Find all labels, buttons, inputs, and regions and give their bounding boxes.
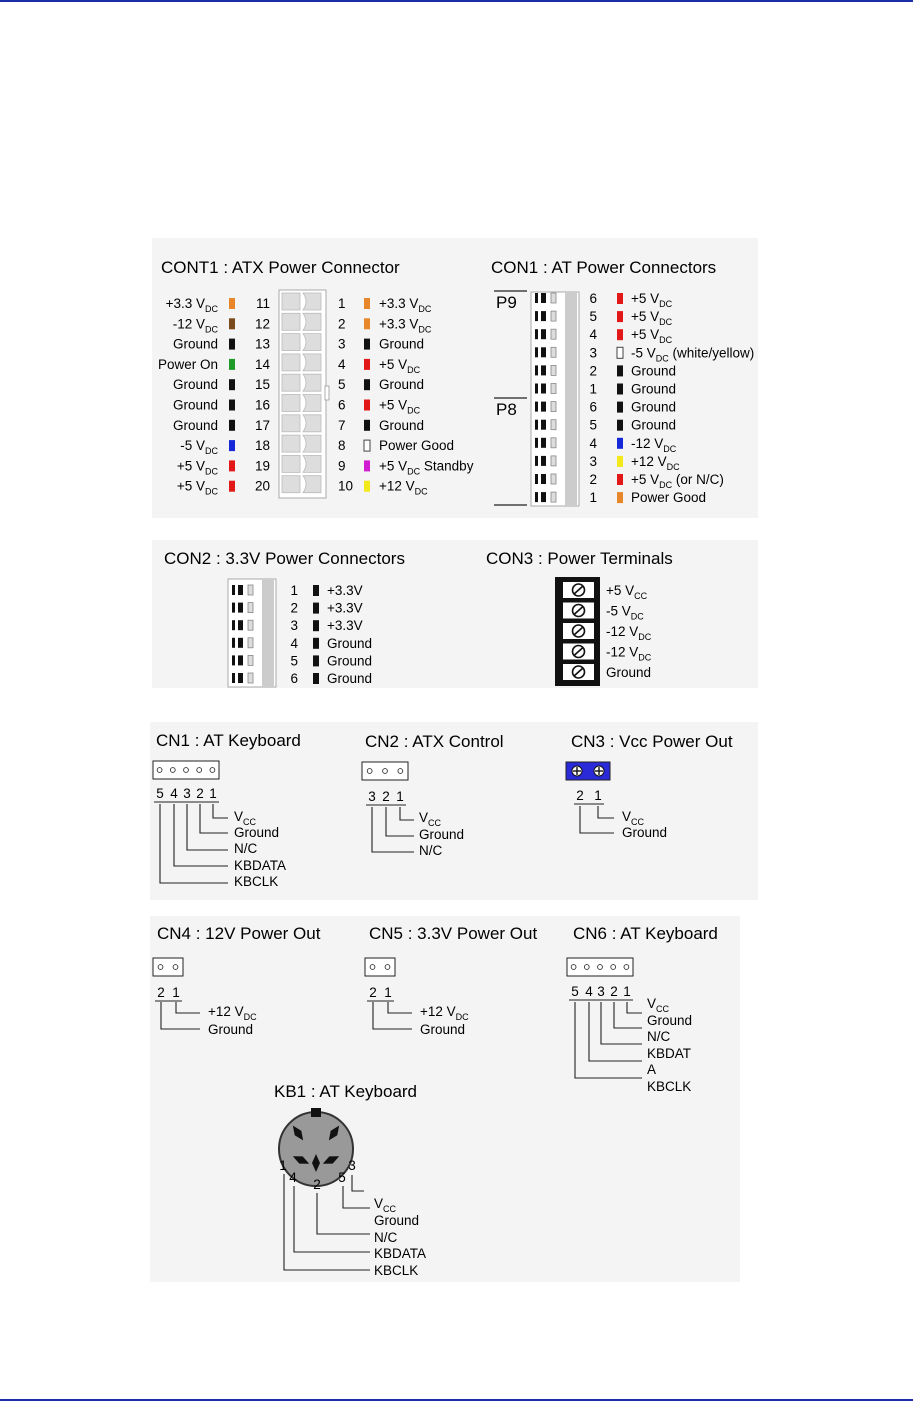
con2-pin-number: 6	[290, 671, 298, 686]
din-key	[311, 1108, 321, 1117]
cont1-right-pin: 8	[338, 438, 346, 454]
cont1-left-pin: 19	[254, 458, 270, 474]
con2-pin	[248, 585, 253, 595]
con1-label: Power Good	[631, 490, 707, 506]
panel-kb1	[150, 1078, 740, 1282]
cont1-cavity	[282, 374, 300, 391]
cont1-left-label: Power On	[157, 356, 218, 372]
cn1-signal: KBCLK	[234, 874, 279, 889]
con3-label: -5 $V_{DC}$	[606, 603, 644, 622]
cont1-right-wire	[364, 318, 370, 329]
kb1-signal: KBCLK	[374, 1263, 419, 1278]
cont1-right-label: Ground	[379, 377, 425, 393]
con1-pin	[551, 384, 556, 394]
cont1-left-pin: 20	[254, 478, 270, 494]
cn6-pin-number: 4	[585, 984, 593, 999]
cont1-cavity	[282, 435, 300, 452]
cont1-right-label: +5 $V_{DC}$	[379, 356, 421, 375]
cn3-signal: $V_{CC}$	[622, 809, 645, 827]
cont1-right-pin: 4	[338, 356, 346, 372]
kb1-signal: $V_{CC}$	[374, 1196, 397, 1214]
cont1-left-pin: 17	[254, 417, 270, 433]
cont1-right-label: +5 $V_{DC}$	[379, 397, 421, 416]
con1-pin	[551, 365, 556, 375]
con2-pin	[248, 655, 253, 665]
cn5-pin-number: 1	[384, 985, 392, 1000]
cont1-left-label: Ground	[172, 397, 218, 413]
cont1-cavity	[282, 354, 300, 371]
con1-label: Ground	[631, 363, 677, 379]
cont1-latch	[325, 386, 329, 400]
con1-wire	[617, 384, 623, 395]
cont1-left-wire	[229, 339, 235, 350]
cont1-cavity	[303, 313, 321, 330]
con1-label: Ground	[631, 399, 677, 415]
cn1-pin-number: 1	[209, 786, 217, 801]
con1-wire	[617, 347, 623, 358]
cn4-pin-hole	[173, 965, 178, 970]
con1-pin	[535, 365, 538, 375]
cn6-pin-number: 3	[597, 984, 605, 999]
con2-pin	[238, 673, 243, 683]
cont1-left-wire	[229, 440, 235, 451]
con1-wire	[617, 311, 623, 322]
cn5-signal: Ground	[420, 1022, 466, 1037]
cn4-signal: Ground	[208, 1022, 254, 1037]
cont1-left-label: Ground	[172, 417, 218, 433]
con2-pin	[248, 638, 253, 648]
con1-pin	[541, 492, 546, 502]
con2-label: Ground	[327, 671, 373, 686]
con1-pin-number: 1	[589, 381, 597, 397]
con1-pin	[551, 492, 556, 502]
con1-wire	[617, 474, 623, 485]
con1-pin	[541, 365, 546, 375]
cn1-signal: Ground	[234, 825, 280, 840]
con1-pin	[541, 329, 546, 339]
con1-pin	[541, 402, 546, 412]
con2-label: Ground	[327, 635, 373, 651]
con3-label: -12 $V_{DC}$	[606, 624, 652, 642]
con1-pin-number: 4	[589, 435, 597, 451]
con1-pin	[541, 384, 546, 394]
con2-label: Ground	[327, 653, 373, 669]
cont1-left-pin: 11	[255, 296, 270, 311]
kb1-signal: Ground	[374, 1213, 420, 1228]
cont1-left-wire	[229, 420, 235, 431]
con2-pin	[232, 638, 235, 648]
con1-pin	[551, 456, 556, 466]
con1-pin	[535, 438, 538, 448]
cont1-left-pin: 16	[254, 397, 270, 413]
cont1-cavity	[303, 374, 321, 391]
con2-wire	[313, 620, 319, 631]
cont1-right-label: +5 $V_{DC}$ Standby	[379, 458, 474, 477]
cn1-pin-hole	[184, 768, 189, 773]
cn1-pin-number: 4	[170, 786, 178, 801]
con2-pin	[232, 603, 235, 613]
cn2-pin-number: 2	[382, 789, 390, 804]
cont1-title: CONT1 : ATX Power Connector	[161, 258, 400, 277]
con2-pin	[238, 620, 243, 630]
cn6-signal: $V_{CC}$	[647, 996, 670, 1014]
con2-pin	[238, 585, 243, 595]
cont1-right-label: Ground	[379, 417, 425, 433]
con2-rib	[262, 579, 274, 687]
cn2-pin-hole	[367, 769, 372, 774]
cn2-signal: N/C	[419, 843, 443, 858]
cont1-right-pin: 9	[338, 458, 346, 474]
cont1-right-wire	[364, 481, 370, 492]
cn6-pin-hole	[571, 965, 576, 970]
con2-wire	[313, 603, 319, 614]
con1-pin	[551, 420, 556, 430]
cont1-right-wire	[364, 460, 370, 471]
con2-pin-number: 1	[290, 583, 298, 598]
cn2-pin-number: 1	[396, 789, 404, 804]
cn5-pin-number: 2	[369, 985, 377, 1000]
cn3-pin-number: 1	[594, 788, 602, 803]
cn5-pin-hole	[370, 965, 375, 970]
cn6-pin-hole	[624, 965, 629, 970]
cn6-title: CN6 : AT Keyboard	[573, 924, 718, 943]
con1-label: +5 $V_{DC}$	[631, 309, 673, 328]
con2-wire	[313, 673, 319, 684]
con3-title: CON3 : Power Terminals	[486, 549, 673, 568]
con1-pin-number: 2	[589, 363, 597, 379]
cn2-title: CN2 : ATX Control	[365, 732, 504, 751]
cont1-right-wire	[364, 298, 370, 309]
cont1-left-pin: 14	[254, 356, 270, 372]
kb1-pin-number: 3	[348, 1158, 356, 1173]
con1-pin	[541, 311, 546, 321]
con1-label: +5 $V_{DC}$	[631, 291, 673, 309]
con1-pin-number: 5	[589, 417, 597, 433]
con1-label: -12 $V_{DC}$	[631, 435, 677, 454]
cont1-left-label: +3.3 $V_{DC}$	[165, 296, 218, 314]
cont1-left-label: -5 $V_{DC}$	[180, 438, 218, 457]
cn5-signal: +12 $V_{DC}$	[420, 1004, 469, 1022]
con2-wire	[313, 655, 319, 666]
cont1-left-pin: 12	[254, 316, 270, 332]
con1-pin	[535, 420, 538, 430]
con2-pin	[232, 585, 235, 595]
kb1-pin-number: 5	[338, 1170, 346, 1185]
cont1-right-wire	[364, 339, 370, 350]
con2-pin	[238, 655, 243, 665]
con1-pin	[551, 402, 556, 412]
con1-pin	[541, 347, 546, 357]
con1-pin	[551, 311, 556, 321]
kb1-signal: N/C	[374, 1230, 398, 1245]
con2-pin	[232, 655, 235, 665]
con1-pin	[541, 420, 546, 430]
cont1-left-wire	[229, 359, 235, 370]
con1-pin-number: 3	[589, 345, 597, 361]
cont1-left-pin: 15	[254, 377, 270, 393]
con1-pin	[541, 456, 546, 466]
cn3-signal: Ground	[622, 825, 668, 840]
cn3-title: CN3 : Vcc Power Out	[571, 732, 733, 751]
cn5-housing	[365, 958, 395, 976]
cont1-cavity	[282, 476, 300, 493]
cn6-signal: N/C	[647, 1029, 671, 1044]
cont1-left-wire	[229, 318, 235, 329]
cont1-left-pin: 18	[254, 438, 270, 454]
con2-pin	[238, 638, 243, 648]
cont1-right-pin: 7	[338, 417, 346, 433]
con1-label: -5 $V_{DC}$ (white/yellow)	[631, 345, 755, 364]
con1-wire	[617, 402, 623, 413]
cont1-cavity	[303, 476, 321, 493]
con2-pin-number: 2	[290, 600, 298, 616]
cont1-right-pin: 6	[338, 397, 346, 413]
cn6-signal: A	[647, 1062, 657, 1077]
cont1-left-label: +5 $V_{DC}$	[176, 478, 218, 497]
cont1-cavity	[303, 354, 321, 371]
cont1-cavity	[303, 415, 321, 432]
con1-pin-number: 6	[589, 399, 597, 415]
cn5-pin-hole	[385, 965, 390, 970]
cn4-housing	[153, 958, 183, 976]
con1-pin	[535, 474, 538, 484]
con2-pin-number: 3	[290, 618, 298, 634]
p9-label: P9	[496, 293, 517, 312]
con1-pin	[535, 329, 538, 339]
con1-label: Ground	[631, 417, 677, 433]
con1-pin	[551, 474, 556, 484]
cn6-pin-hole	[598, 965, 603, 970]
cont1-right-pin: 10	[338, 478, 354, 494]
con1-pin	[535, 492, 538, 502]
con1-pin	[535, 384, 538, 394]
cont1-right-wire	[364, 420, 370, 431]
cont1-cavity	[282, 455, 300, 472]
con2-label: +3.3V	[327, 583, 363, 598]
con1-pin-number: 2	[589, 472, 597, 487]
cont1-cavity	[282, 395, 300, 412]
con1-pin-number: 5	[589, 309, 597, 325]
cn1-title: CN1 : AT Keyboard	[156, 731, 301, 750]
con1-pin	[535, 456, 538, 466]
con2-pin-number: 5	[290, 653, 298, 669]
con1-wire	[617, 293, 623, 304]
con1-title: CON1 : AT Power Connectors	[491, 258, 717, 277]
con2-pin	[248, 620, 253, 630]
kb1-pin-number: 4	[289, 1170, 297, 1185]
cont1-cavity	[282, 334, 300, 351]
cn5-title: CN5 : 3.3V Power Out	[369, 924, 538, 943]
cont1-cavity	[282, 293, 300, 310]
con1-wire	[617, 438, 623, 449]
cont1-left-wire	[229, 460, 235, 471]
con1-label: +5 $V_{DC}$	[631, 327, 673, 346]
cn4-pin-number: 2	[157, 985, 165, 1000]
cont1-right-pin: 5	[338, 377, 346, 393]
cn6-pin-number: 2	[610, 984, 618, 999]
con1-pin-number: 6	[589, 291, 597, 306]
cn1-pin-number: 2	[196, 786, 204, 801]
con1-pin	[551, 438, 556, 448]
cont1-right-label: +3.3 $V_{DC}$	[379, 316, 432, 335]
kb1-signal: KBDATA	[374, 1246, 427, 1261]
cn1-signal: $V_{CC}$	[234, 809, 257, 827]
con1-pin	[541, 474, 546, 484]
cont1-right-label: Ground	[379, 336, 425, 352]
con1-pin	[535, 402, 538, 412]
con3-label: -12 $V_{DC}$	[606, 644, 652, 663]
cn6-signal: KBCLK	[647, 1079, 692, 1094]
cont1-cavity	[282, 415, 300, 432]
cont1-cavity	[303, 293, 321, 310]
con1-pin	[551, 347, 556, 357]
cn1-signal: N/C	[234, 841, 258, 856]
cn1-signal: KBDATA	[234, 858, 287, 873]
con1-pin	[535, 311, 538, 321]
cn2-pin-hole	[398, 769, 403, 774]
cont1-cavity	[303, 334, 321, 351]
cont1-left-pin: 13	[254, 336, 270, 352]
cont1-right-pin: 1	[338, 296, 346, 311]
cn6-pin-number: 5	[571, 984, 579, 999]
cn1-pin-hole	[157, 768, 162, 773]
p8-label: P8	[496, 400, 517, 419]
cont1-right-pin: 3	[338, 336, 346, 352]
cont1-left-wire	[229, 481, 235, 492]
con2-wire	[313, 585, 319, 596]
con1-pin	[535, 347, 538, 357]
cn6-signal: KBDAT	[647, 1046, 692, 1061]
cont1-right-pin: 2	[338, 316, 346, 332]
con1-rib	[565, 292, 577, 506]
cn6-pin-number: 1	[623, 984, 631, 999]
con2-label: +3.3V	[327, 618, 363, 634]
kb1-pin-number: 1	[279, 1158, 287, 1173]
cn4-signal: +12 $V_{DC}$	[208, 1004, 257, 1022]
cont1-right-wire	[364, 440, 370, 451]
con2-pin-number: 4	[290, 635, 298, 651]
cn2-signal: Ground	[419, 827, 465, 842]
cn1-pin-hole	[170, 768, 175, 773]
cont1-left-label: Ground	[172, 336, 218, 352]
con2-pin	[248, 603, 253, 613]
con2-pin	[248, 673, 253, 683]
cont1-left-label: Ground	[172, 377, 218, 393]
cn2-pin-number: 3	[368, 789, 376, 804]
con2-pin	[232, 620, 235, 630]
con1-wire	[617, 456, 623, 467]
con1-wire	[617, 420, 623, 431]
cont1-left-label: -12 $V_{DC}$	[172, 316, 218, 335]
con2-title: CON2 : 3.3V Power Connectors	[164, 549, 405, 568]
cont1-right-wire	[364, 379, 370, 390]
cn4-pin-number: 1	[172, 985, 180, 1000]
cn6-pin-hole	[584, 965, 589, 970]
con1-pin-number: 4	[589, 327, 597, 343]
cn6-signal: Ground	[647, 1013, 693, 1028]
cn1-pin-hole	[210, 768, 215, 773]
con1-pin	[551, 293, 556, 303]
con3-label: Ground	[606, 665, 652, 680]
cont1-left-wire	[229, 400, 235, 411]
con1-wire	[617, 329, 623, 340]
cont1-left-wire	[229, 298, 235, 309]
cont1-right-label: +12 $V_{DC}$	[379, 478, 428, 497]
con1-pin-number: 1	[589, 490, 597, 506]
cont1-cavity	[303, 435, 321, 452]
cont1-cavity	[303, 395, 321, 412]
kb1-pin-number: 2	[313, 1177, 321, 1192]
cont1-right-label: +3.3 $V_{DC}$	[379, 296, 432, 314]
cont1-left-label: +5 $V_{DC}$	[176, 458, 218, 477]
con1-pin	[541, 293, 546, 303]
cn1-pin-hole	[197, 768, 202, 773]
con1-wire	[617, 365, 623, 376]
cont1-right-wire	[364, 400, 370, 411]
cn2-pin-hole	[383, 769, 388, 774]
con2-pin	[232, 673, 235, 683]
cont1-left-wire	[229, 379, 235, 390]
con2-pin	[238, 603, 243, 613]
cont1-cavity	[282, 313, 300, 330]
con1-pin	[541, 438, 546, 448]
cn4-title: CN4 : 12V Power Out	[157, 924, 321, 943]
con1-pin	[535, 293, 538, 303]
cont1-right-wire	[364, 359, 370, 370]
con1-wire	[617, 492, 623, 503]
con1-label: Ground	[631, 381, 677, 397]
cn6-pin-hole	[611, 965, 616, 970]
cont1-cavity	[303, 455, 321, 472]
cont1-right-label: Power Good	[379, 438, 455, 454]
con1-pin-number: 3	[589, 453, 597, 469]
con2-label: +3.3V	[327, 600, 363, 616]
cn1-pin-number: 3	[183, 786, 191, 801]
con2-wire	[313, 638, 319, 649]
kb1-title: KB1 : AT Keyboard	[274, 1082, 418, 1101]
con1-pin	[551, 329, 556, 339]
con1-label: +5 $V_{DC}$ (or N/C)	[631, 472, 724, 490]
con3-label: +5 $V_{CC}$	[606, 583, 648, 601]
con1-label: +12 $V_{DC}$	[631, 453, 680, 472]
cn3-pin-number: 2	[576, 788, 584, 803]
cn4-pin-hole	[158, 965, 163, 970]
cn2-signal: $V_{CC}$	[419, 810, 442, 828]
cn1-pin-number: 5	[156, 786, 164, 801]
